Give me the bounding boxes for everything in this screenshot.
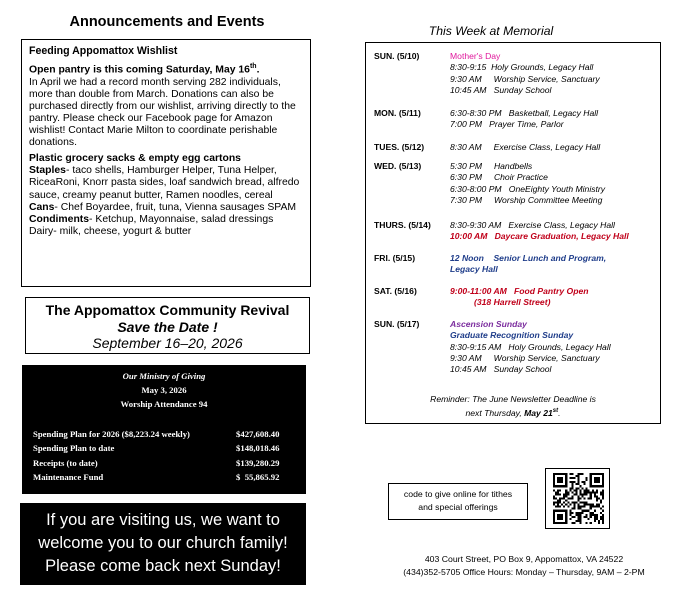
welcome-line-2: welcome you to our church family! (38, 534, 288, 552)
event-item: 8:30 AM Exercise Class, Legacy Hall (450, 142, 601, 152)
event-item: 10:45 AM Sunday School (450, 84, 552, 95)
event-item: 5:30 PM Handbells (450, 161, 533, 171)
giving-row-label: Receipts (to date) (33, 458, 98, 468)
day-label: WED. (5/13) (374, 161, 422, 171)
reminder-line-2 (366, 406, 660, 419)
qr-label-line-2: and special offerings (418, 502, 498, 512)
giving-row-label: Spending Plan for 2026 ($8,223.24 weekly) (33, 429, 190, 439)
pantry-open-end: . (256, 64, 260, 76)
event-item: 9:00-11:00 AM Food Pantry Open (450, 286, 589, 296)
reminder-date-sup: st (552, 407, 559, 414)
event-item: 6:30-8:00 PM OneEighty Youth Ministry (450, 183, 606, 194)
giving-row-label: Maintenance Fund (33, 472, 104, 482)
giving-box (22, 365, 306, 494)
event-item: 8:30-9:15 AM Holy Grounds, Legacy Hall (450, 341, 611, 352)
day-label: FRI. (5/15) (374, 253, 416, 263)
event-item: 9:30 AM Worship Service, Sanctuary (450, 352, 600, 363)
staples-line (29, 165, 304, 201)
reminder-line-1: Reminder: The June Newsletter Deadline is (430, 394, 596, 404)
day-label: TUES. (5/12) (374, 142, 425, 152)
event-item: Ascension Sunday (450, 319, 527, 329)
church-address (366, 553, 682, 579)
event-item: 6:30-8:30 PM Basketball, Legacy Hall (450, 108, 599, 118)
qr-label-line-1: code to give online for tithes (403, 489, 513, 499)
event-item: (318 Harrell Street) (474, 297, 551, 308)
giving-row-value: $139,280.29 (236, 458, 280, 468)
announcements-heading: Announcements and Events (69, 14, 265, 30)
revival-dates: September 16–20, 2026 (92, 335, 243, 351)
event-item: 7:00 PM Prayer Time, Parlor (450, 119, 564, 130)
pantry-announcement (29, 61, 304, 77)
event-item: Graduate Recognition Sunday (450, 330, 574, 341)
day-label: SAT. (5/16) (374, 286, 417, 296)
revival-title: The Appomattox Community Revival (45, 302, 290, 318)
condiments-label: Condiments (29, 213, 90, 225)
day-events (450, 161, 655, 206)
revival-box (25, 297, 310, 354)
day-events (450, 220, 655, 243)
day-label: SUN. (5/17) (374, 319, 420, 329)
giving-title: Our Ministry of Giving (122, 371, 206, 381)
giving-row-label: Spending Plan to date (33, 443, 115, 453)
qr-code-label (388, 483, 528, 520)
welcome-box (20, 503, 306, 585)
giving-date: May 3, 2026 (141, 385, 187, 395)
day-events (450, 319, 655, 375)
qr-code-frame[interactable] (545, 468, 610, 529)
giving-attendance: Worship Attendance 94 (120, 399, 208, 409)
dairy-line: Dairy- milk, cheese, yogurt & butter (29, 225, 192, 237)
condiments-text: - Ketchup, Mayonnaise, salad dressings (89, 213, 274, 225)
address-line-1: 403 Court Street, PO Box 9, Appomattox, VA 24522 (424, 554, 624, 564)
wishlist-title: Feeding Appomattox Wishlist (29, 45, 178, 57)
day-events (450, 253, 655, 276)
staples-text: - taco shells, Hamburger Helper, Tuna Helper, RiceaRoni, Knorr pasta sides, loaf sandwich bread, alfredo sauce, creamy peanut butter, Ramen noodles, cereal (29, 165, 300, 201)
reminder-end: . (558, 407, 561, 418)
day-events (450, 142, 655, 153)
cans-text: - Chef Boyardee, fruit, tuna, Vienna sausages SPAM (54, 201, 297, 213)
giving-row-value: $148,018.46 (236, 443, 280, 453)
day-label: MON. (5/11) (374, 108, 421, 118)
giving-row-value: $427,608.40 (236, 429, 280, 439)
staples-label: Staples (29, 165, 66, 177)
event-item: 8:30-9:30 AM Exercise Class, Legacy Hall (450, 220, 615, 230)
reminder-date: May 21 (524, 407, 553, 418)
pantry-body: In April we had a record month serving 282 individuals, more than double from March. Donations can also be purchased directly from our wishlist, arriving directly to the pantry. Please check our Facebook page for Amazon wishlist! Contact Marie Milton to coordinate perishable donations. (29, 76, 296, 149)
event-item: 10:00 AM Daycare Graduation, Legacy Hall (450, 231, 629, 242)
event-item: Mother's Day (450, 51, 501, 61)
this-week-heading: This Week at Memorial (428, 24, 554, 38)
newsletter-reminder (366, 394, 660, 419)
qr-code-icon[interactable] (553, 473, 604, 524)
day-events (450, 51, 655, 96)
pantry-open-sup: th (249, 63, 257, 71)
cans-label: Cans (29, 201, 55, 213)
day-events (450, 286, 655, 309)
pantry-open-text: Open pantry is this coming Saturday, May 16 (29, 64, 250, 76)
day-label: SUN. (5/10) (374, 51, 420, 61)
reminder-prefix: next Thursday, (465, 407, 525, 418)
cans-line (29, 202, 304, 214)
welcome-line-3: Please come back next Sunday! (45, 557, 281, 575)
event-item: 6:30 PM Choir Practice (450, 172, 548, 183)
week-schedule-box (365, 42, 661, 424)
welcome-line-1: If you are visiting us, we want to (46, 511, 280, 529)
plastic-sacks-line: Plastic grocery sacks & empty egg cartons (29, 153, 241, 165)
address-line-2: (434)352-5705 Office Hours: Monday – Thursday, 9AM – 2-PM (403, 567, 645, 577)
event-item: 10:45 AM Sunday School (450, 364, 552, 375)
event-item: 9:30 AM Worship Service, Sanctuary (450, 73, 600, 84)
revival-save-date: Save the Date ! (117, 318, 218, 335)
event-item: 12 Noon Senior Lunch and Program, (450, 253, 607, 263)
event-item: Legacy Hall (450, 264, 498, 275)
day-events (450, 108, 655, 131)
day-label: THURS. (5/14) (374, 220, 431, 230)
event-item: 8:30-9:15 Holy Grounds, Legacy Hall (450, 62, 594, 73)
wishlist-box (21, 39, 311, 287)
event-item: 7:30 PM Worship Committee Meeting (450, 194, 603, 205)
giving-row-value: $ 55,865.92 (236, 472, 280, 482)
condiments-line (29, 214, 304, 226)
